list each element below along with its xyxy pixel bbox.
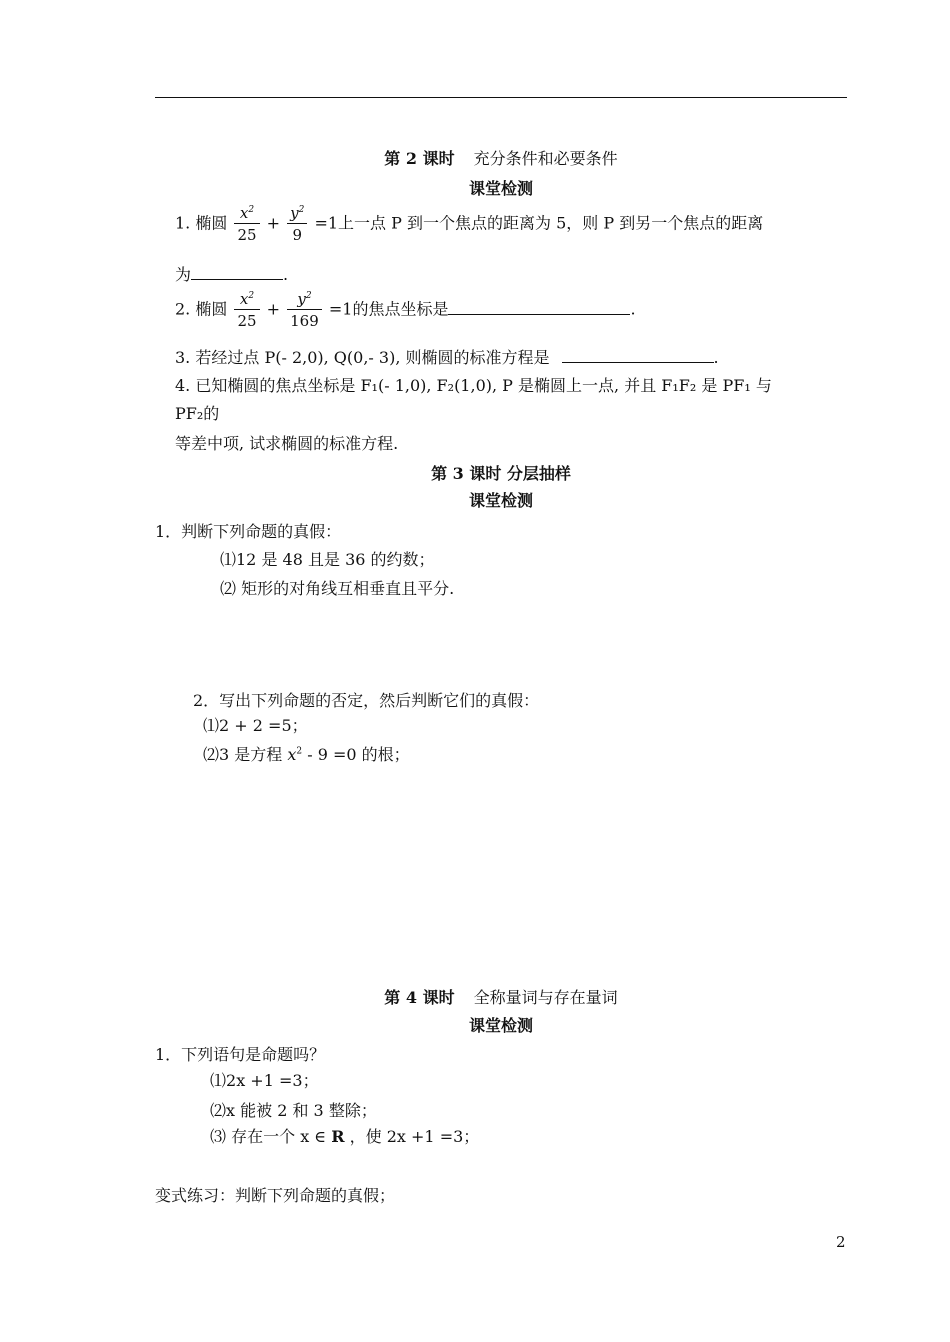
sec4-question-1a: ⑴2x +1 =3； [210,1071,319,1090]
sec4-question-1c: ⑶ 存在一个 x ∈ R ，使 2x +1 =3； [210,1127,480,1146]
section-3-subtitle: 课堂检测 [468,491,533,510]
answer-blank [191,265,283,280]
sec4-question-1b: ⑵x 能被 2 和 3 整除； [210,1101,377,1120]
fraction-y2-169: $\frac{y^2}{169}$ [287,290,322,330]
answer-blank [448,300,630,315]
sec2-question-4-line2: PF₂的 [175,404,220,423]
fraction-y2-9: $\frac{y^2}{9}$ [287,204,307,244]
sec2-question-3: 3. 若经过点 P(- 2,0), Q(0,- 3), 则椭圆的标准方程是 . [175,348,719,367]
sec3-question-1a: ⑴12 是 48 且是 36 的约数； [220,550,435,569]
sec4-question-1: 1．下列语句是命题吗？ [155,1045,326,1064]
sec2-question-4-line1: 4. 已知椭圆的焦点坐标是 F₁(- 1,0), F₂(1,0), P 是椭圆上一点, 并且 F₁F₂ 是 PF₁ 与 [175,376,772,395]
section-2-title [0,146,950,169]
section-4-subtitle: 课堂检测 [468,1016,533,1035]
fraction-x2-25: $\frac{x^2}{25}$ [234,204,259,244]
section-4-lesson-number: 第 4 课时 [384,988,455,1007]
sec3-question-2a: ⑴2 + 2 =5； [203,716,308,735]
sec3-question-1: 1．判断下列命题的真假： [155,522,342,541]
section-2-lesson-name: 充分条件和必要条件 [473,149,618,168]
section-4-title [0,985,950,1008]
section-2-subtitle: 课堂检测 [468,179,533,198]
sec2-question-1-line2: 为 . [175,265,289,284]
section-3-title: 第 3 课时 分层抽样 [431,464,571,483]
page-number: 2 [836,1233,846,1251]
sec2-question-1: 1. 椭圆 $\frac{x^2}{25}$ + $\frac{y^2}{9}$ =1上一点 P 到一个焦点的距离为 5，则 P 到另一个焦点的距离 [175,204,764,244]
section-2-lesson-number: 第 2 课时 [384,149,455,168]
header-rule [155,97,847,98]
sec3-question-2b: ⑵3 是方程 $x^2 - 9 =0$ 的根； [203,745,410,764]
section-4-lesson-name: 全称量词与存在量词 [473,988,618,1007]
sec3-question-2: 2．写出下列命题的否定，然后判断它们的真假： [193,691,540,710]
sec3-question-1b: ⑵ 矩形的对角线互相垂直且平分. [220,579,455,598]
sec2-question-2: 2. 椭圆 $\frac{x^2}{25}$ + $\frac{y^2}{169}$ =1的焦点坐标是 . [175,290,636,330]
variant-exercise: 变式练习：判断下列命题的真假； [155,1186,396,1205]
sec2-question-4-line3: 等差中项, 试求椭圆的标准方程. [175,434,399,453]
fraction-x2-25: $\frac{x^2}{25}$ [234,290,259,330]
answer-blank [562,348,714,363]
